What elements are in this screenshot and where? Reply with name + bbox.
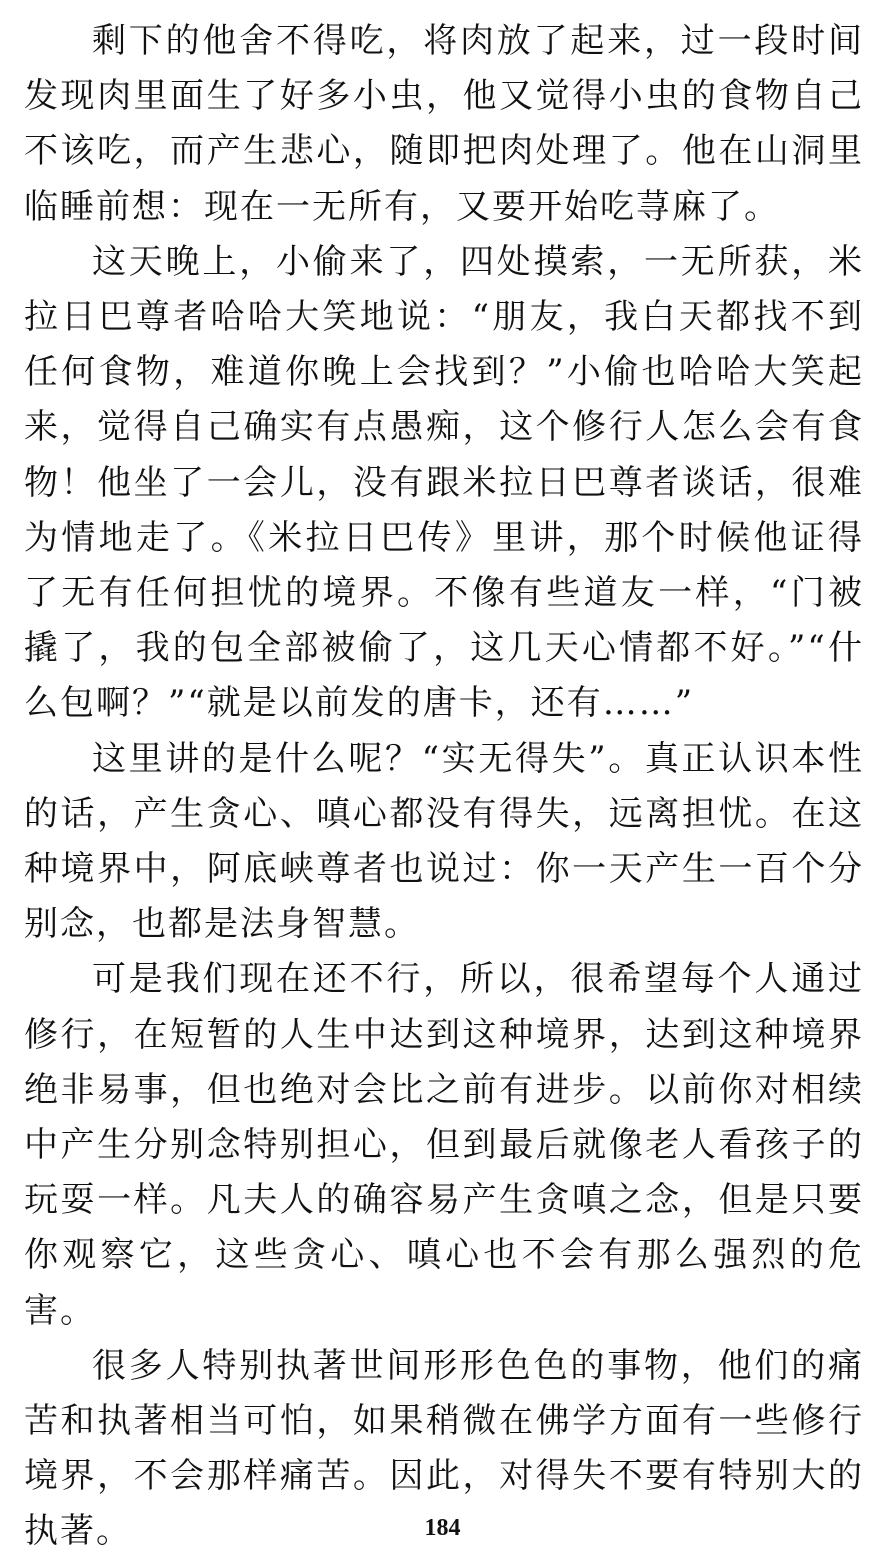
body-text <box>24 14 864 1560</box>
paragraph-1: 剩下的他舍不得吃，将肉放了起来，过一段时间发现肉里面生了好多小虫，他又觉得小虫的食物自己不该吃，而产生悲心，随即把肉处理了。他在山洞里临睡前想：现在一无所有，又要开始吃荨麻了。 <box>24 21 864 227</box>
paragraph-4: 可是我们现在还不行，所以，很希望每个人通过修行，在短暂的人生中达到这种境界，达到这种境界绝非易事，但也绝对会比之前有进步。以前你对相续中产生分别念特别担心，但到最后就像老人看孩子的玩耍一样。凡夫人的确容易产生贪嗔之念，但是只要你观察它，这些贪心、嗔心也不会有那么强烈的危害。 <box>24 959 864 1331</box>
paragraph-5: 很多人特别执著世间形形色色的事物，他们的痛苦和执著相当可怕，如果稍微在佛学方面有一些修行境界，不会那样痛苦。因此，对得失不要有特别大的执著。 <box>24 1345 864 1552</box>
paragraph-3: 这里讲的是什么呢？“实无得失”。真正认识本性的话，产生贪心、嗔心都没有得失，远离担忧。在这种境界中，阿底峡尊者也说过：你一天产生一百个分别念，也都是法身智慧。 <box>24 738 864 945</box>
paragraph-2: 这天晚上，小偷来了，四处摸索，一无所获，米拉日巴尊者哈哈大笑地说：“朋友，我白天都找不到任何食物，难道你晚上会找到？”小偷也哈哈大笑起来，觉得自己确实有点愚痴，这个修行人怎么会有食物！他坐了一会儿，没有跟米拉日巴尊者谈话，很难为情地走了。《米拉日巴传》里讲，那个时候他证得了无有任何担忧的境界。不像有些道友一样，“门被撬了，我的包全部被偷了，这几天心情都不好。”“什么包啊？”“就是以前发的唐卡，还有……” <box>24 241 864 724</box>
page-number: 184 <box>424 1515 461 1541</box>
